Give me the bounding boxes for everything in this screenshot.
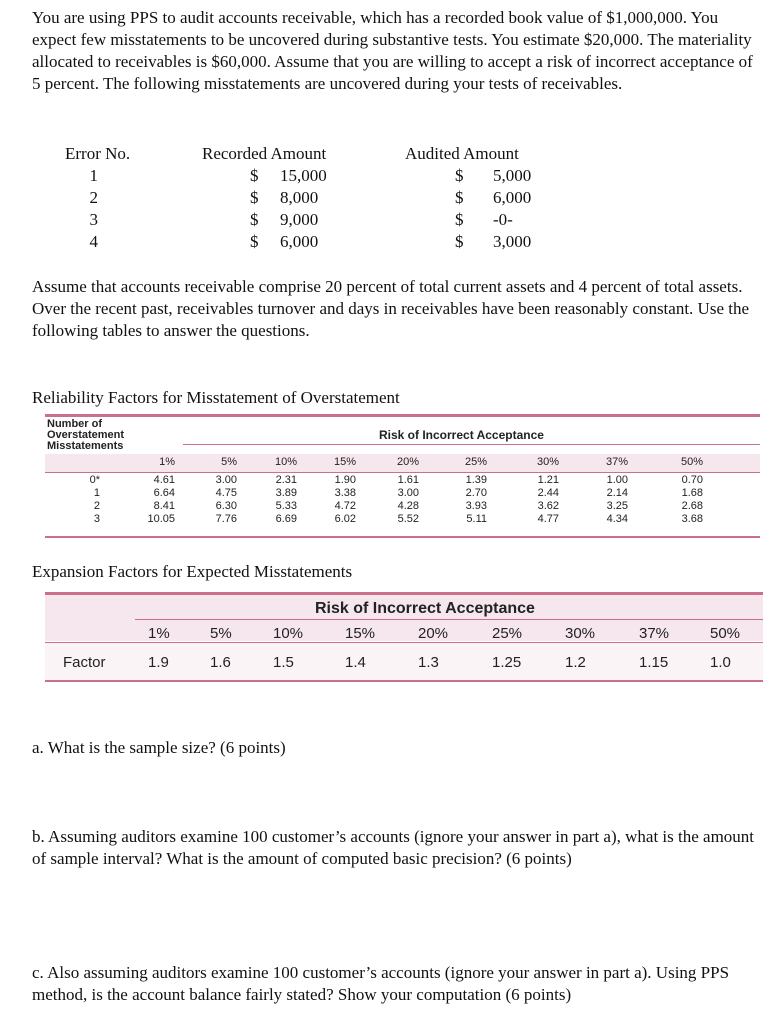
header-bottom-rule (45, 642, 763, 643)
question-c: c. Also assuming auditors examine 100 customer’s accounts (ignore your answer in part a). Using PPS method, is the account balance fairly stated? Show your computation (6 points) (32, 963, 730, 1004)
table-bottom-rule (45, 680, 763, 682)
risk-column-header: 20% (418, 625, 449, 642)
error-number: 3 (89, 210, 98, 229)
error-number: 4 (89, 232, 98, 251)
table-bottom-rule (45, 536, 760, 538)
risk-column-header: 10% (274, 456, 297, 468)
risk-column-header: 1% (148, 625, 170, 642)
reliability-factor: 2.70 (465, 487, 487, 499)
reliability-factor: 2.68 (681, 500, 703, 512)
misstatement-count: 1 (93, 487, 100, 499)
reliability-factor: 10.05 (147, 513, 175, 525)
audited-currency: $ (455, 210, 464, 229)
reliability-factor: 3.00 (215, 474, 237, 486)
reliability-factor: 4.75 (215, 487, 237, 499)
audited-amount: 6,000 (493, 188, 532, 207)
reliability-factor: 5.11 (466, 513, 487, 525)
reliability-factors-table (45, 414, 760, 539)
expansion-factor: 1.4 (345, 654, 366, 671)
risk-column-header: 30% (536, 456, 559, 468)
question-a: a. What is the sample size? (6 points) (32, 738, 286, 757)
reliability-factor: 6.02 (334, 513, 356, 525)
reliability-factor: 3.62 (537, 500, 559, 512)
header-audited-amount: Audited Amount (405, 144, 519, 163)
risk-header-rule (183, 444, 760, 445)
expansion-factor: 1.6 (210, 654, 231, 671)
reliability-factor: 2.14 (606, 487, 628, 499)
reliability-factor: 3.38 (334, 487, 356, 499)
row-label-line-2: Overstatement (47, 429, 125, 441)
misstatement-count: 3 (93, 513, 100, 525)
risk-column-header: 25% (464, 456, 487, 468)
risk-column-header: 5% (210, 625, 232, 642)
header-bottom-rule (45, 472, 760, 473)
expansion-factor: 1.2 (565, 654, 586, 671)
risk-header: Risk of Incorrect Acceptance (379, 428, 544, 442)
risk-column-header: 15% (333, 456, 356, 468)
reliability-factor: 6.64 (153, 487, 175, 499)
recorded-amount: 15,000 (280, 166, 327, 185)
table-top-rule (45, 414, 760, 417)
recorded-currency: $ (250, 232, 259, 251)
reliability-factor: 4.34 (606, 513, 628, 525)
reliability-factor: 4.61 (153, 474, 175, 486)
factor-row-label: Factor (63, 654, 106, 671)
reliability-factor: 5.52 (397, 513, 419, 525)
expansion-factor: 1.3 (418, 654, 439, 671)
reliability-factor: 1.61 (397, 474, 419, 486)
row-label-line-1: Number of (47, 418, 102, 430)
reliability-factor: 2.44 (537, 487, 559, 499)
expansion-factor: 1.5 (273, 654, 294, 671)
reliability-factor: 3.93 (465, 500, 487, 512)
audited-currency: $ (455, 232, 464, 251)
risk-column-header: 30% (565, 625, 596, 642)
risk-column-header: 50% (710, 625, 741, 642)
header-recorded-amount: Recorded Amount (202, 144, 327, 163)
reliability-factor: 6.30 (215, 500, 237, 512)
expansion-caption: Expansion Factors for Expected Misstatements (32, 562, 353, 581)
reliability-caption: Reliability Factors for Misstatement of Overstatement (32, 388, 400, 407)
reliability-factor: 1.00 (606, 474, 628, 486)
recorded-currency: $ (250, 166, 259, 185)
error-number: 2 (89, 188, 98, 207)
reliability-factor: 6.69 (275, 513, 297, 525)
reliability-factor: 1.21 (537, 474, 559, 486)
expansion-factor: 1.0 (710, 654, 731, 671)
reliability-factor: 7.76 (215, 513, 237, 525)
reliability-factor: 4.28 (397, 500, 419, 512)
expansion-factor: 1.9 (148, 654, 169, 671)
risk-column-header: 50% (680, 456, 703, 468)
risk-column-header: 15% (345, 625, 376, 642)
row-label-line-3: Misstatements (47, 440, 124, 452)
reliability-factor: 2.31 (275, 474, 297, 486)
reliability-factor: 1.90 (334, 474, 356, 486)
misstatement-count: 2 (93, 500, 100, 512)
assumption-paragraph: Assume that accounts receivable comprise 20 percent of total current assets and 4 percent of total assets. Over the recent past, receivables turnover and days in receivables have been reasonably constant. Use the following tables to answer the questions. (32, 277, 750, 340)
audited-currency: $ (455, 166, 464, 185)
audited-amount: -0- (493, 210, 513, 229)
expansion-factors-table (45, 592, 763, 684)
audited-currency: $ (455, 188, 464, 207)
recorded-currency: $ (250, 188, 259, 207)
recorded-amount: 9,000 (280, 210, 319, 229)
intro-paragraph: You are using PPS to audit accounts receivable, which has a recorded book value of $1,000,000. You expect few misstatements to be uncovered during substantive tests. You estimate $20,000. The materiality allocated to receivables is $60,000. Assume that you are willing to accept a risk of incorrect acceptance of 5 percent. The following misstatements are uncovered during your tests of receivables. (32, 8, 753, 93)
reliability-factor: 3.89 (275, 487, 297, 499)
risk-header-rule (135, 619, 763, 620)
recorded-amount: 6,000 (280, 232, 319, 251)
expansion-factor: 1.25 (492, 654, 522, 671)
audited-amount: 3,000 (493, 232, 532, 251)
error-number: 1 (89, 166, 98, 185)
reliability-factor: 3.00 (397, 487, 419, 499)
misstatement-count: 0* (89, 474, 100, 486)
reliability-factor: 4.77 (537, 513, 559, 525)
row-label-header (47, 419, 124, 452)
recorded-currency: $ (250, 210, 259, 229)
risk-column-header: 5% (221, 456, 237, 468)
recorded-amount: 8,000 (280, 188, 319, 207)
audited-amount: 5,000 (493, 166, 532, 185)
reliability-factor: 4.72 (334, 500, 356, 512)
expansion-factor: 1.15 (639, 654, 669, 671)
reliability-factor: 0.70 (681, 474, 703, 486)
risk-column-header: 37% (639, 625, 670, 642)
risk-column-header: 37% (605, 456, 628, 468)
reliability-factor: 8.41 (153, 500, 175, 512)
reliability-factor: 3.25 (606, 500, 628, 512)
risk-header: Risk of Incorrect Acceptance (315, 600, 535, 617)
reliability-factor: 3.68 (681, 513, 703, 525)
reliability-factor: 1.68 (681, 487, 703, 499)
header-error-no: Error No. (65, 144, 131, 163)
reliability-factor: 1.39 (465, 474, 487, 486)
risk-column-header: 10% (273, 625, 304, 642)
risk-column-header: 25% (492, 625, 523, 642)
question-b: b. Assuming auditors examine 100 customer’s accounts (ignore your answer in part a), what is the amount of sample interval? What is the amount of computed basic precision? (6 points) (32, 827, 755, 868)
risk-column-header: 1% (159, 456, 175, 468)
reliability-factor: 5.33 (275, 500, 297, 512)
risk-column-header: 20% (396, 456, 419, 468)
